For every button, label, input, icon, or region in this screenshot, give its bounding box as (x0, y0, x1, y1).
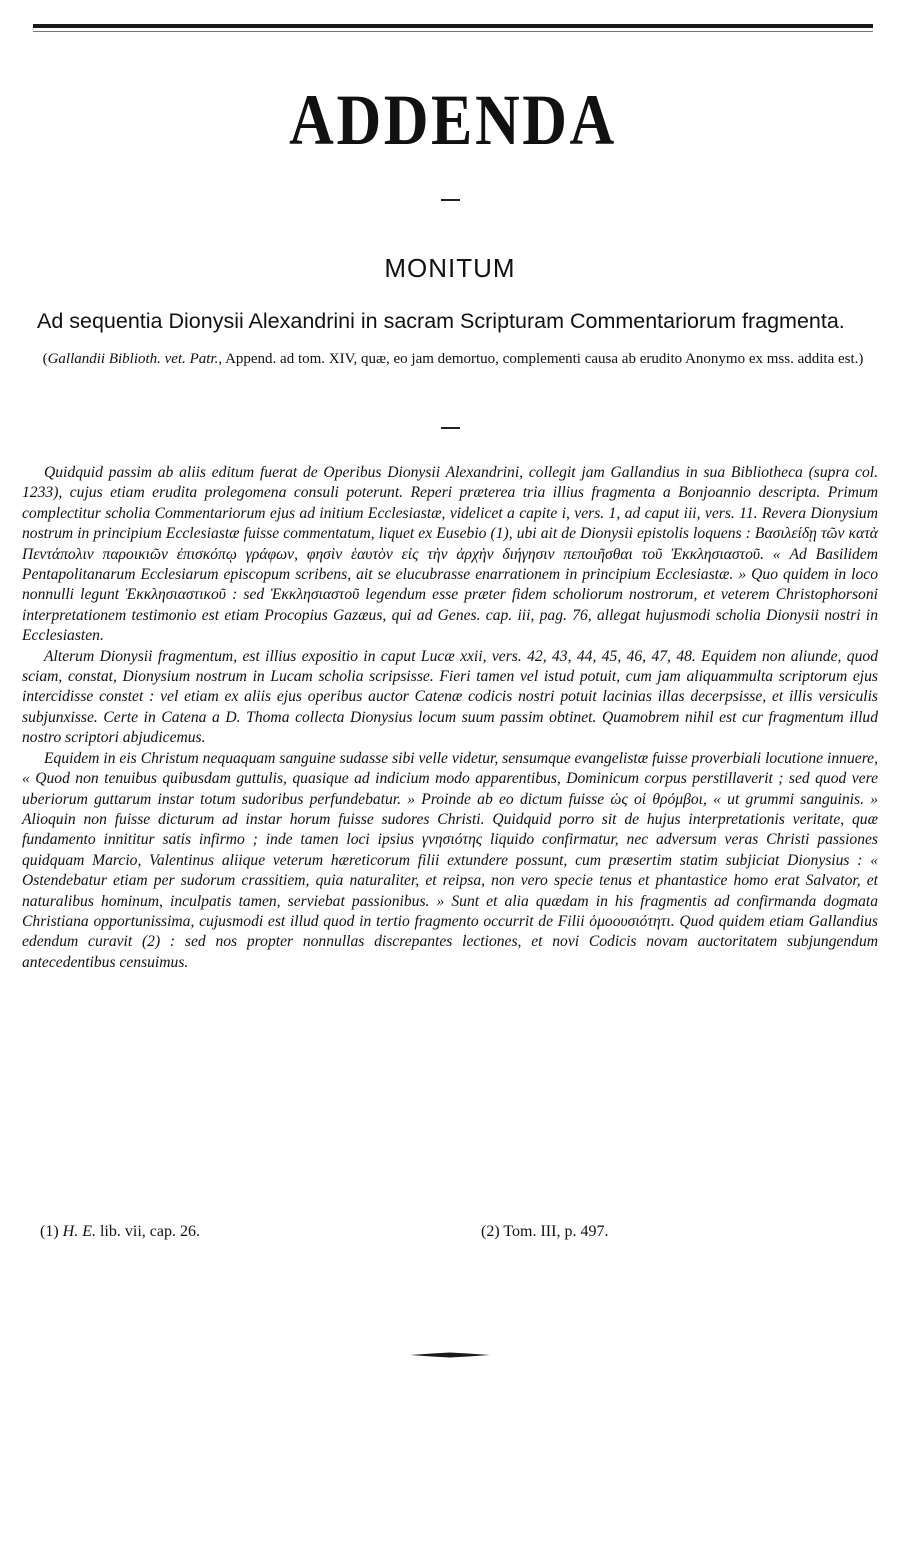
body-paragraph-3: Equidem in eis Christum nequaquam sanguine sudasse sibi velle videtur, sensumque evangelistæ fuisse proverbiali locutione innuere, « Quod non tenuibus quibusdam guttulis, quasique ad indicium modo apparentibus, Dominicum corpus perstillaverit ; sed quod vere uberiorum guttarum instar totum sudoribus perfundebatur. » Proinde ab eo dictum fuisse ὡς οἱ θρόμβοι, « ut grummi sanguinis. » Alioquin non fuisse dicturum ad instar horum fuisse sudores Christi. Quidquid porro sit de hujus interpretationis veritate, quæ fundamento innititur satis infirmo ; inde tamen loci ipsius γνησιότης liquido confirmatur, nec adversum veras Christi passiones quidquam Marcio, Valentinus aliique veterum hæreticorum filii extundere possunt, cum præsertim statim subjiciat Dionysius : « Ostendebatur etiam per sudorum crassitiem, quia naturaliter, et reipsa, non vero specie tenus et phantastice homo erat Salvator, et naturalibus hominum, inculpatis tamen, serviebat passionibus. » Sunt et alia quædam in his fragmentis ad confirmanda dogmata Christiana opportunissima, cujusmodi est illud quod in tertio fragmento occurrit de Filii ὁμοουσιότητι. Quod quidem etiam Gallandius edendum curavit (2) : sed nos propter nonnullas discrepantes lectiones, et novi Codicis novam auctoritatem subjungendum antecedentibus censuimus. (22, 749, 878, 971)
source-note-open: ( (42, 351, 48, 367)
footnote-1-ref: H. E. (62, 1223, 96, 1240)
footnote-1-mark: (1) (40, 1223, 63, 1240)
top-rule (33, 24, 873, 28)
end-ornament (410, 1351, 490, 1359)
top-rule-thin (33, 31, 873, 32)
body-paragraph-2: Alterum Dionysii fragmentum, est illius expositio in caput Lucæ xxii, vers. 42, 43, 44, 45, 46, 47, 48. Equidem non aliunde, quod sciam, constat, Dionysium nostrum in Lucam scholia scripsisse. Fieri tamen vel istud potuit, cum jam aliquammulta scriptorum ejus intercidisse constet : vel etiam ex aliis ejus operibus auctor Catenæ codicis nostri potuit lacinias illas decerpsisse, et illis versiculis subjunxisse. Certe in Catena a D. Thoma collecta Dionysius locum suum passim obtinet. Quamobrem nihil est cur fragmentum illud nostro scriptori abjudicemus. (22, 647, 878, 747)
footnote-2-mark: (2) (481, 1223, 504, 1240)
footnote-2-text: Tom. III, p. 497. (503, 1223, 609, 1240)
footnote-1-text: lib. vii, cap. 26. (95, 1223, 200, 1240)
source-note (22, 351, 884, 368)
body-paragraph-1: Quidquid passim ab aliis editum fuerat de Operibus Dionysii Alexandrini, collegit jam Gallandius in sua Bibliotheca (supra col. 1233), cujus etiam erudita prolegomena consuli poterunt. Reperi præterea tria illius fragmenta a Bonjoannio descripta. Primum complectitur scholia Commentariorum ejus ad initium Ecclesiastæ, videlicet a capite i, vers. 1, ad caput iii, vers. 11. Revera Dionysium nostrum in principium Ecclesiastæ fuisse commentatum, liquet ex Eusebio (1), ubi ait de Dionysii epistolis loquens : Βασιλείδῃ τῶν κατὰ Πεντάπολιν παροικιῶν ἐπισκόπῳ γράφων, φησὶν ἑαυτὸν εἰς τὴν ἀρχὴν διήγησιν πεποιῆσθαι τοῦ Ἐκκλησιαστοῦ. « Ad Basilidem Pentapolitanarum Ecclesiarum episcopum scribens, ait se elucubrasse enarrationem in principium Ecclesiastæ. » Quo quidem in loco nonnulli legunt Ἐκκλησιαστικοῦ : sed Ἐκκλησιαστοῦ legendum esse præter fidem scholiorum nostrorum, et veterem Christophorsoni interpretationem testimonio est etiam Procopius Gazæus, qui ad Genes. cap. iii, pag. 76, allegat hujusmodi scholia Dionysii nostri in Ecclesiasten. (22, 464, 878, 645)
page-title: ADDENDA (289, 80, 617, 160)
footnote-2 (481, 1222, 608, 1242)
title-separator (441, 199, 460, 201)
section-title: MONITUM (384, 253, 516, 283)
subtitle: Ad sequentia Dionysii Alexandrini in sacram Scripturam Commentariorum fragmenta. (37, 309, 845, 333)
note-separator (441, 427, 460, 429)
source-note-rest: , Append. ad tom. XIV, quæ, eo jam demortuo, complementi causa ab erudito Anonymo ex mss. addita est.) (218, 351, 864, 367)
footnote-1 (40, 1222, 200, 1242)
source-note-title: Gallandii Biblioth. vet. Patr. (47, 351, 219, 367)
body-text (22, 463, 878, 973)
